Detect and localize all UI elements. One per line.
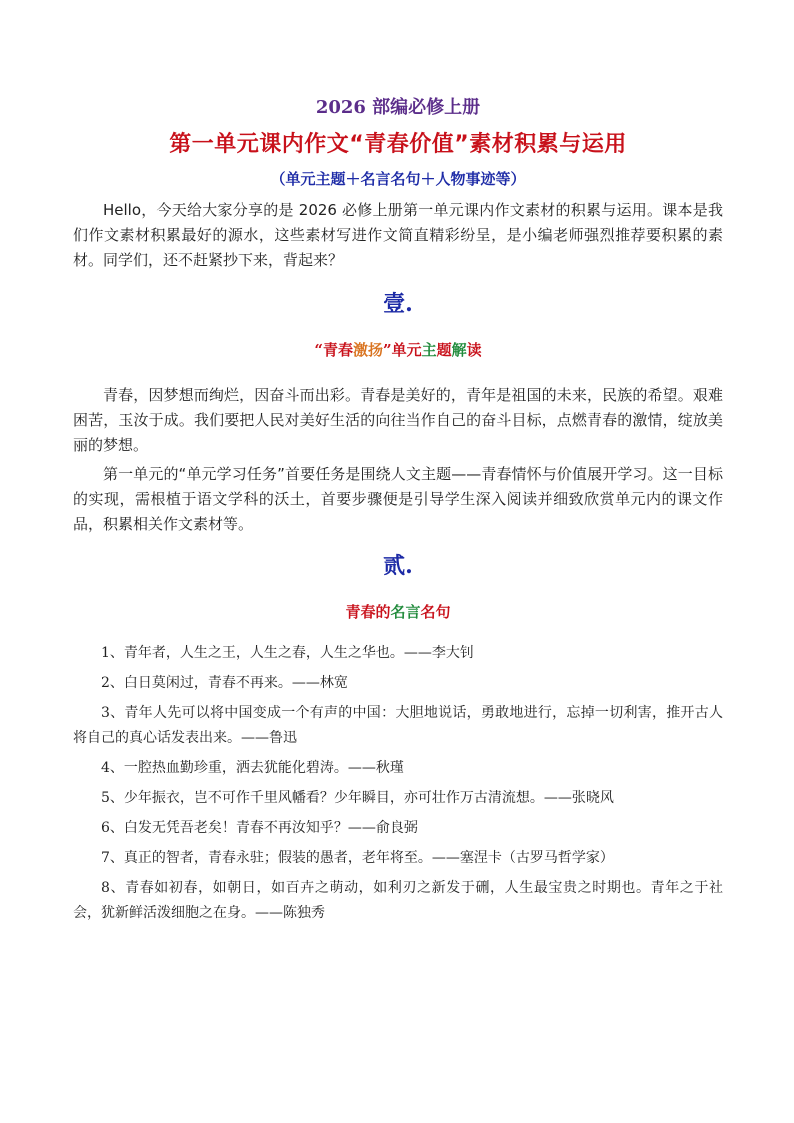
section-2-title-part: 的 [375, 603, 391, 621]
intro-paragraph: Hello，今天给大家分享的是 2026 必修上册第一单元课内作文素材的积累与运用。课本是我们作文素材积累最好的源水，这些素材写进作文简直精彩纷呈，是小编老师强烈推荐要积累的素材。同学们，还不赶紧抄下来，背起来？ [73, 201, 723, 269]
section-2-title-part: 青春 [345, 603, 376, 621]
list-item: 7、真正的智者，青春永驻；假装的愚者，老年将至。——塞涅卡（古罗马哲学家） [101, 850, 614, 866]
list-item: 6、白发无凭吾老矣！青春不再汝知乎？——俞良弼 [101, 820, 418, 836]
section-1-title-part: 读 [466, 341, 482, 359]
section-2-mark: 贰. [383, 553, 413, 579]
document-title: 2026 部编必修上册 [315, 97, 481, 118]
section-1-title-part: 激扬 [352, 341, 383, 359]
section-2-title-part: 名句 [420, 603, 451, 621]
document-subtitle-note: （单元主题＋名言名句＋人物事迹等） [270, 170, 526, 188]
section-1-title-part: 题 [436, 341, 452, 359]
list-item: 2、白日莫闲过，青春不再来。——林宽 [101, 675, 348, 691]
section-1-title-part: “青春 [314, 341, 353, 359]
section-1-title-part: 主 [421, 341, 437, 359]
document-content [73, 96, 723, 931]
section-1-paragraph: 第一单元的“单元学习任务”首要任务是围绕人文主题——青春情怀与价值展开学习。这一目标的实现，需根植于语文学科的沃土，首要步骤便是引导学生深入阅读并细致欣赏单元内的课文作品，积累相关作文素材等。 [73, 465, 723, 533]
list-item: 3、青年人先可以将中国变成一个有声的中国：大胆地说话，勇敢地进行，忘掉一切利害，推开古人将自己的真心话发表出来。——鲁迅 [73, 705, 723, 746]
section-1-title [73, 339, 723, 361]
section-2-title [73, 601, 723, 623]
list-item: 4、一腔热血勤珍重，洒去犹能化碧涛。——秋瑾 [101, 760, 404, 776]
list-item: 8、青春如初春，如朝日，如百卉之萌动，如利刃之新发于硎，人生最宝贵之时期也。青年之于社会，犹新鲜活泼细胞之在身。——陈独秀 [73, 880, 723, 921]
document-subtitle: 第一单元课内作文“青春价值”素材积累与运用 [169, 132, 627, 157]
section-1-title-part: ”单元 [382, 341, 422, 359]
section-1-title-part: 解 [451, 341, 467, 359]
section-1-mark: 壹. [383, 291, 413, 317]
list-item: 5、少年振衣，岂不可作千里风幡看？少年瞬目，亦可壮作万古清流想。——张晓风 [101, 790, 614, 806]
list-item: 1、青年者，人生之王，人生之春，人生之华也。——李大钊 [101, 645, 474, 661]
section-1-paragraph: 青春，因梦想而绚烂，因奋斗而出彩。青春是美好的，青年是祖国的未来，民族的希望。艰难困苦，玉汝于成。我们要把人民对美好生活的向往当作自己的奋斗目标，点燃青春的激情，绽放美丽的梦想。 [73, 386, 723, 454]
quote-list [73, 641, 723, 926]
section-2-title-part: 名言 [390, 603, 421, 621]
